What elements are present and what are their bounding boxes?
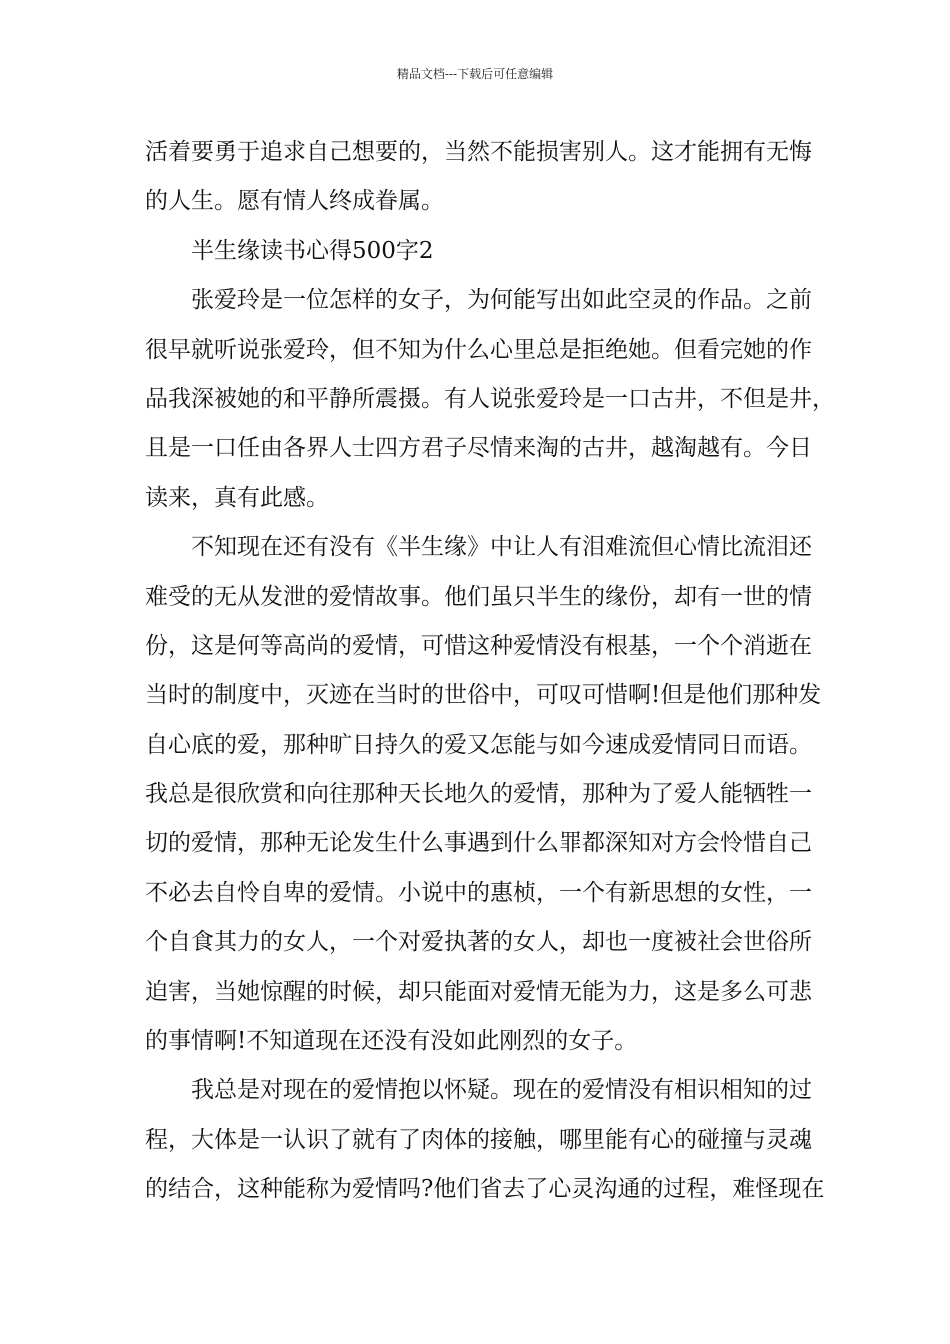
text-line: 且是一口任由各界人士四方君子尽情来淘的古井，越淘越有。今日 [145, 435, 812, 462]
text-line: 份，这是何等高尚的爱情，可惜这种爱情没有根基，一个个消逝在 [145, 632, 812, 659]
text-line: 不知现在还有没有《半生缘》中让人有泪难流但心情比流泪还 [191, 534, 812, 561]
text-line: 品我深被她的和平静所震摄。有人说张爱玲是一口古井，不但是井， [145, 385, 835, 412]
text-line: 很早就听说张爱玲，但不知为什么心里总是拒绝她。但看完她的作 [145, 336, 812, 363]
text-line: 的事情啊!不知道现在还没有没如此刚烈的女子。 [145, 1028, 638, 1055]
text-line: 我总是对现在的爱情抱以怀疑。现在的爱情没有相识相知的过 [191, 1077, 812, 1104]
document-body [145, 128, 835, 1215]
text-line: 的人生。愿有情人终成眷属。 [145, 188, 444, 215]
text-line: 迫害，当她惊醒的时候，却只能面对爱情无能为力，这是多么可悲 [145, 978, 812, 1005]
text-line: 半生缘读书心得500字2 [191, 237, 434, 264]
text-line: 我总是很欣赏和向往那种天长地久的爱情，那种为了爱人能牺牲一 [145, 781, 812, 808]
text-line: 自心底的爱，那种旷日持久的爱又怎能与如今速成爱情同日而语。 [145, 731, 812, 758]
text-line: 切的爱情，那种无论发生什么事遇到什么罪都深知对方会怜惜自己 [145, 830, 812, 857]
text-line: 个自食其力的女人，一个对爱执著的女人，却也一度被社会世俗所 [145, 929, 812, 956]
text-line: 当时的制度中，灭迹在当时的世俗中，可叹可惜啊!但是他们那种发 [145, 682, 822, 709]
page-header: 精品文档---下载后可任意编辑 [396, 67, 554, 81]
text-line: 难受的无从发泄的爱情故事。他们虽只半生的缘份，却有一世的情 [145, 583, 812, 610]
text-line: 的结合，这种能称为爱情吗?他们省去了心灵沟通的过程，难怪现在 [145, 1176, 825, 1203]
text-line: 张爱玲是一位怎样的女子，为何能写出如此空灵的作品。之前 [191, 287, 812, 314]
text-line: 读来，真有此感。 [145, 484, 329, 511]
text-line: 活着要勇于追求自己想要的，当然不能损害别人。这才能拥有无悔 [145, 139, 812, 165]
text-line: 不必去自怜自卑的爱情。小说中的惠桢，一个有新思想的女性，一 [145, 879, 812, 906]
text-line: 程，大体是一认识了就有了肉体的接触，哪里能有心的碰撞与灵魂 [145, 1126, 812, 1153]
